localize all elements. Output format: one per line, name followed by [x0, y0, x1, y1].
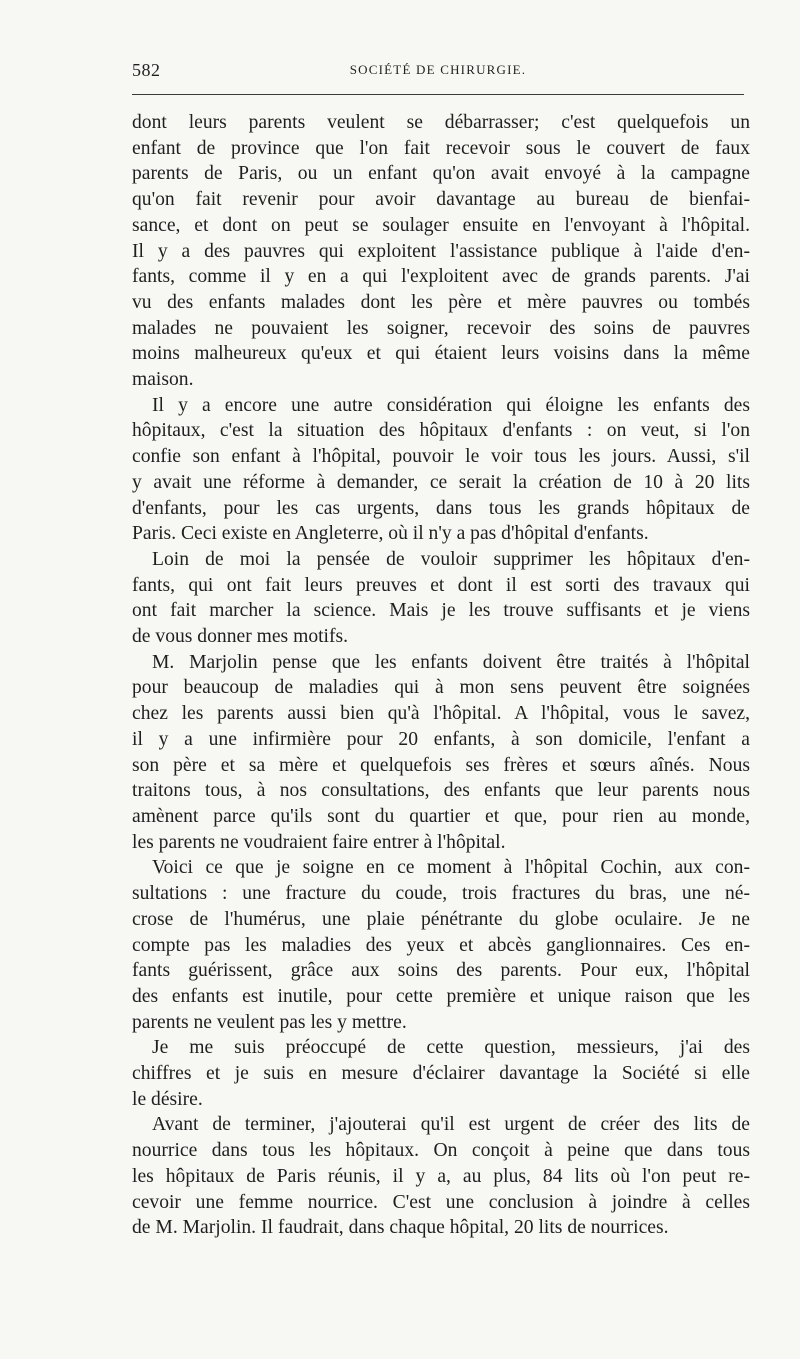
text-line: le désire.: [132, 1088, 203, 1110]
text-line: d'enfants, pour les cas urgents, dans tous les grands hôpitaux de: [132, 497, 750, 519]
text-line: amènent parce qu'ils sont du quartier et que, pour rien au monde,: [132, 805, 750, 827]
running-title: SOCIÉTÉ DE CHIRURGIE.: [349, 62, 527, 77]
text-line: crose de l'humérus, une plaie pénétrante du globe oculaire. Je ne: [132, 908, 750, 930]
text-line: de vous donner mes motifs.: [132, 626, 349, 648]
text-line: sultations : une fracture du coude, trois fractures du bras, une né-: [132, 883, 750, 905]
text-line: moins malheureux qu'eux et qui étaient leurs voisins dans la même: [132, 343, 750, 365]
text-line: confie son enfant à l'hôpital, pouvoir le voir tous les jours. Aussi, s'il: [132, 446, 750, 468]
text-line: des enfants est inutile, pour cette première et unique raison que les: [132, 985, 750, 1007]
text-line: son père et sa mère et quelquefois ses frères et sœurs aînés. Nous: [132, 754, 750, 776]
text-line: nourrice dans tous les hôpitaux. On conçoit à peine que dans tous: [132, 1140, 750, 1162]
text-line: y avait une réforme à demander, ce serait la création de 10 à 20 lits: [132, 471, 750, 493]
text-line: vu des enfants malades dont les père et mère pauvres ou tombés: [132, 291, 750, 313]
text-line: Paris. Ceci existe en Angleterre, où il n'y a pas d'hôpital d'enfants.: [132, 523, 649, 545]
text-line: M. Marjolin pense que les enfants doivent être traités à l'hôpital: [152, 651, 750, 673]
text-line: maison.: [132, 369, 194, 391]
text-line: dont leurs parents veulent se débarrasser; c'est quelquefois un: [132, 112, 750, 133]
text-line: Loin de moi la pensée de vouloir supprimer les hôpitaux d'en-: [152, 548, 750, 570]
text-line: Il y a des pauvres qui exploitent l'assistance publique à l'aide d'en-: [132, 240, 750, 262]
text-line: Avant de terminer, j'ajouterai qu'il est urgent de créer des lits de: [152, 1114, 750, 1136]
text-line: Il y a encore une autre considération qui éloigne les enfants des: [152, 394, 750, 416]
header-rule: [132, 94, 744, 95]
text-line: fants, comme il y en a qui l'exploitent avec de grands parents. J'ai: [132, 266, 750, 288]
body-text: [132, 110, 750, 1241]
text-line: fants, qui ont fait leurs preuves et dont il est sorti des travaux qui: [132, 574, 750, 596]
text-line: enfant de province que l'on fait recevoir sous le couvert de faux: [132, 137, 750, 159]
text-line: compte pas les maladies des yeux et abcès ganglionnaires. Ces en-: [132, 934, 750, 956]
text-line: hôpitaux, c'est la situation des hôpitaux d'enfants : on veut, si l'on: [132, 420, 750, 442]
text-line: qu'on fait revenir pour avoir davantage au bureau de bienfai-: [132, 189, 750, 211]
text-line: les parents ne voudraient faire entrer à l'hôpital.: [132, 831, 506, 853]
text-line: il y a une infirmière pour 20 enfants, à son domicile, l'enfant a: [132, 728, 750, 750]
text-line: chez les parents aussi bien qu'à l'hôpital. A l'hôpital, vous le savez,: [132, 703, 750, 725]
text-line: de M. Marjolin. Il faudrait, dans chaque hôpital, 20 lits de nourrices.: [132, 1217, 669, 1239]
text-line: parents ne veulent pas les y mettre.: [132, 1011, 407, 1033]
text-line: Je me suis préoccupé de cette question, messieurs, j'ai des: [152, 1037, 750, 1059]
text-line: pour beaucoup de maladies qui à mon sens peuvent être soignées: [132, 677, 750, 699]
page-header: [132, 60, 744, 86]
text-line: Voici ce que je soigne en ce moment à l'hôpital Cochin, aux con-: [152, 857, 750, 879]
text-line: malades ne pouvaient les soigner, recevoir des soins de pauvres: [132, 317, 750, 339]
text-line: fants guérissent, grâce aux soins des parents. Pour eux, l'hôpital: [132, 960, 750, 982]
text-line: ont fait marcher la science. Mais je les trouve suffisants et je viens: [132, 600, 750, 622]
text-line: cevoir une femme nourrice. C'est une conclusion à joindre à celles: [132, 1191, 750, 1213]
text-line: parents de Paris, ou un enfant qu'on avait envoyé à la campagne: [132, 163, 750, 185]
text-line: traitons tous, à nos consultations, des enfants que leur parents nous: [132, 780, 750, 802]
text-line: les hôpitaux de Paris réunis, il y a, au plus, 84 lits où l'on peut re-: [132, 1165, 750, 1187]
text-line: chiffres et je suis en mesure d'éclairer davantage la Société si elle: [132, 1063, 750, 1085]
text-line: sance, et dont on peut se soulager ensuite en l'envoyant à l'hôpital.: [132, 214, 750, 236]
page-number: 582: [132, 60, 161, 80]
